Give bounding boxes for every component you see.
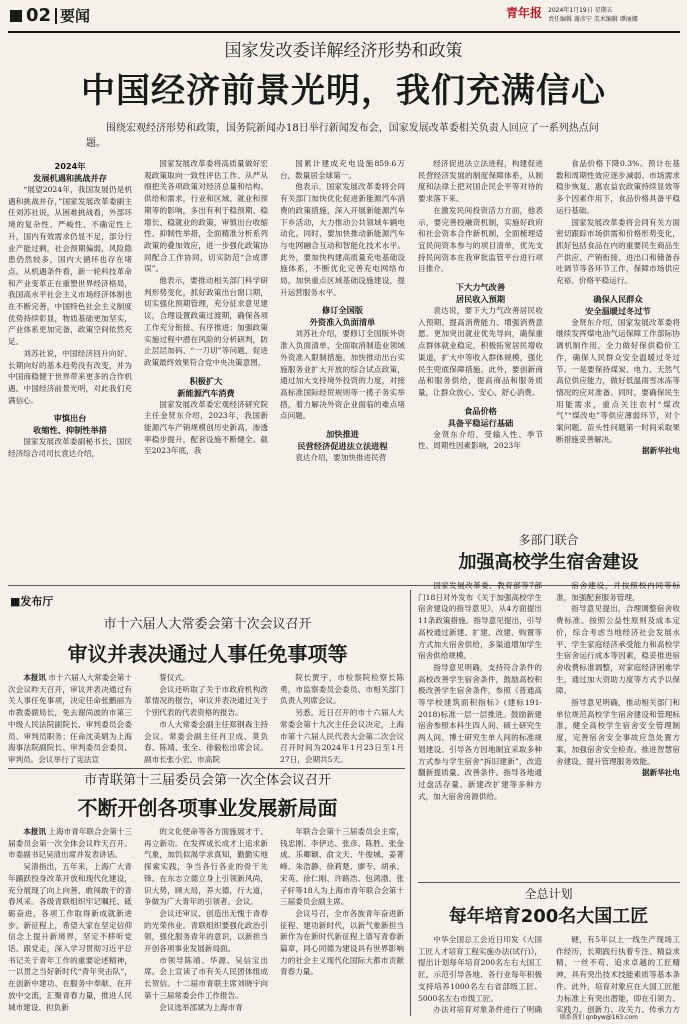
main-col-4	[418, 158, 543, 578]
header-divider-icon	[55, 8, 57, 24]
paragraph: 的文化使命等各方面施展才干、再立新功。在发挥成长成才上追求新气象，加饥似渴学求真知，勤勤实地探索实践，争当各行各业的骨干先锋。在东志立德立身上引领新风尚，识大势，顾大局，养大德，行大道，争做为广大青年的引领者。会议。	[144, 827, 268, 907]
header-square-icon	[10, 10, 22, 22]
story4-headline: 加强高校学生宿舍建设	[458, 552, 639, 573]
paragraph: 院长贾宇，市检察院检察长陈勇，市监察委员会委员、市相关部门负责人列席会议。	[280, 673, 404, 706]
story4-rule	[418, 882, 680, 883]
paragraph: 指导意见明确，推动相关部门和单位规范高校学生宿舍建设和管理标准，健全高校学生宿舍安全管理制度，完善宿舍安全事故应急处置方案，加强宿舍安全检查。推进智慧宿舍建设，提升管理服务效能。	[556, 698, 680, 766]
subheading: 新能源汽车消费	[177, 387, 235, 398]
paragraph: 会议选举邵斌为上海市青	[159, 1002, 243, 1012]
paragraph: 指导意见提出，合理调整宿舍收费标准。按照公益性原则及成本定价，综合考虑当地经济社会发展水平、学生家庭经济承受能力和高校学生宿舍运行成本等因素，稳妥推进宿舍收费标准调整，对家庭经济困难学生，通过加大资助力度等方式予以保障。	[556, 604, 680, 696]
paragraph: 袁达介绍，要加快推进民营	[295, 453, 387, 463]
paragraph: 国累计建成充电设施859.6万台，数量居全球第一。	[280, 159, 405, 180]
paragraph: 在激发民间投资活力方面，他表示，要完善投融资机制，实施好政府和社会资本合作新机制，全面梳理适宜民间资本参与的项目清单，优先支持民间资本在我审批监管平台进行项目推介。	[418, 205, 543, 274]
paragraph: 国家发展改革委副秘书长、国民经济综合司司长袁达介绍，	[8, 437, 132, 459]
newspaper-logo: 青年报	[506, 6, 543, 20]
story3-col-2	[144, 826, 268, 1018]
paragraph: 硬，有5年以上一线生产现场工作经历，长期践行执着专注、精益求精、一丝不苟、追求卓越的工匠精神，具有突出技术技能素质等基本条件。此外，培育对象应在大国工匠能力标准上有突出潜能，即在引领力、实践力、创新力、攻关力、传承力方	[556, 935, 680, 1015]
story2-kicker: 市十六届人大常委会第十次会议召开	[103, 617, 312, 632]
main-col-3	[280, 158, 405, 578]
subheading: 修订全国版	[322, 305, 363, 316]
paragraph: 他表示，要推动相关部门科学研判形势变化，抓好政策出台窗口期，切实强化预期管理，充分征求意见建议，合理设置政策过渡期，确保各项工作充分衔接、有序推进；加强政策实施过程中潜在风险的分析研判，防止层层加码、“一刀切”等问题，促进政策最终效果符合党中央决策意图。	[144, 276, 268, 367]
paragraph: 宿舍建设，并按照校内同等标准，加强配套服务管理。	[556, 581, 680, 602]
paragraph: 他表示，国家发展改革委将会同有关部门加快优化促进新能源汽车消费的政策措施，深入开展新能源汽车下乡活动，大力推动公共领域车辆电动化。同时，要加快推动新能源汽车与电网融合互动和智能化技术水平。此外，要加快构建高质量充电基础设施体系，不断优化完善充电网络布局，加快重点区域基础设施建设，提升运营服务水平。	[280, 182, 405, 297]
subheading: 安全温暖过冬过节	[585, 305, 651, 316]
paragraph: 袁达说，要下大力气改善居民收入预期、提高消费能力、增强消费意愿。更加突出就业优先导向，确保重点群体就业稳定，积极拓宽居民增收渠道，扩大中等收入群体规模，强化民生兜底保障措施。此外，要创新商品和服务供给，提高商品和服务质量，让群众放心、安心、舒心消费。	[418, 306, 543, 397]
subheading: 收缩性、抑制性举措	[33, 425, 107, 436]
page-header	[0, 0, 687, 34]
paragraph: 国家发展改革委将会同有关方面密切跟踪市场供需和价格形势变化，抓好包括食品在内的重要民生商品生产供应、产销衔接、进出口和储备吞吐调节等各环节工作，保障市场供应充裕、价格平稳运行。	[556, 217, 680, 286]
release-label: ■发布厅	[10, 595, 54, 608]
source-credit: 据新华社电	[642, 768, 680, 778]
source-credit: 据新华社电	[642, 446, 680, 456]
paragraph: 金贤东介绍，国家发展改革委将继续发挥煤电油气运保障工作部际协调机制作用，全力做好保供稳价工作，确保人民群众安全温暖过冬过节。一是要保持煤炭、电力、天然气高位供应能力，做好低温雨雪冰冻等情况的应对准备。同时，要确保民生用能需求，重点关注农村“煤改气”“煤改电”等供应薄弱环节，对个案问题、苗头性问题第一时间采取果断措施妥善解决。	[556, 317, 680, 444]
paragraph: 会议还听取了关于市政府机构改革情况的报告，审议并表决通过关于个别代表的代表资格的报告。	[144, 684, 268, 718]
section-name: 要闻	[60, 7, 91, 25]
subheading: 确保人民群众	[593, 293, 643, 304]
story2-rule	[8, 768, 405, 769]
paragraph: 市领导陈靖、华源、吴信宝出席。会上宣读了市有关人民团体组成长贺信。十二届市青联主席刘晓宇向第十三届常委会作工作报告。	[144, 955, 268, 1000]
footer-contact: 联系我们 qnbyw@163.com	[560, 1014, 638, 1021]
subheading: 居民收入预期	[455, 294, 506, 305]
main-kicker: 国家发改委详解经济形势和政策	[224, 41, 463, 61]
issue-editors: 责任编辑 谢彦宁 美术编辑 谭丽娜	[548, 16, 638, 23]
paragraph: 市人大常委会副主任郑钢森主持会议，常委会副主任肖卫成、莫负春、陈靖、张全、徐毅松出席会议。副市长张小宏、市高院	[144, 719, 268, 764]
issue-date: 2024年1月19日 星期五	[548, 7, 613, 14]
paragraph: 金贤东介绍，受输入性、季节性、周期性因素影响，2023年	[418, 429, 543, 451]
story5-headline: 每年培育200名大国工匠	[448, 906, 649, 927]
subheading: 外资准入负面清单	[309, 317, 376, 328]
main-headline: 中国经济前景光明，我们充满信心	[81, 71, 606, 111]
paragraph: 办法对培育对象条件进行了明确	[433, 1005, 542, 1015]
paragraph: 吴清指出，五年来，上海广大青年踊跃投身改革开放和现代化建设，充分展现了向上向善、敢闯敢干的青春风采。各级青联组织牢记嘱托、砥砺奋进，各项工作取得新成就新进步。新征程上，希望大家在坚定信仰信念上提升新境界，坚定不移听党话、跟党走，深入学习贯彻习近平总书记关于青年工作的重要论述精神，一以贯之当好新时代“青年突击队”，在创新中建功、在服务中奉献、在开放中交流，汇聚青春力量，推进人民城市建设、担负新	[8, 862, 132, 1012]
paragraph: 指导意见明确，支持符合条件的高校改善学生宿舍条件，鼓励高校积极改善学生宿舍条件，参照《普通高等学校建筑面积指标》(建标191-2018)标准一层一层推进。鼓励新建宿舍参照本科生四人间、硕士研究生两人间、博士研究生单人间的标准规划建设。引导各方因地制宜采取多种方式参与学生宿舍“拆旧建新”，改造翻新提质量、改善条件。指导各地通过盘活存量、新建改扩建等多种方式，加大宿舍房源供给。	[418, 662, 542, 801]
paragraph: 经济促进法立法进程，构建促进民营经济发展的制度保障体系，从制度和法律上把对国企民企平等对待的要求落下来。	[418, 159, 543, 204]
story2-col-2	[144, 672, 268, 764]
paragraph: 本报讯 上海市青年联合会第十三届委员会第一次全体会议昨天召开。市委副书记吴清出席并发表讲话。	[8, 827, 132, 860]
story2-col-1	[8, 672, 132, 764]
subheading: 积极扩大	[189, 375, 223, 386]
subheading: 民营经济促进法立法进程	[297, 441, 388, 452]
story4-col-2	[556, 580, 680, 880]
paragraph: 本报讯 市十六届人大常委会第十次会议昨天召开，审议并表决通过有关人事任免事项，决定任命张鹏丽为市教委副局长，免去谢尚波的市第三中级人民法院副院长、审判委员会委员、审判员职务；任命沈美娟为上海海事法院副院长、审判委员会委员、审判员。会议举行了宪法宣	[8, 673, 132, 764]
story3-col-1	[8, 826, 132, 1018]
main-lead: 围绕宏观经济形势和政策，国务院新闻办18日举行新闻发布会，国家发展改革委相关负责人回应了一系列热点问题。	[86, 123, 599, 149]
story3-col-3	[280, 826, 404, 1018]
story4-kicker: 多部门联合	[518, 533, 579, 547]
paragraph: 刘苏社说，中国经济回升向好、长期向好的基本趋势没有改变，并为中国商稳健于世界带来更多的合作机遇。中国经济前景光明，对此我们充满信心。	[8, 348, 132, 405]
main-col-1	[8, 160, 132, 578]
paragraph: 誓仪式。	[159, 673, 190, 682]
paragraph: 刘苏社介绍，要修订全国版外资准入负面清单，全面取消制造业领域外资准入限制措施。加快推动出台实施服务业扩大开放的综合试点政策，通过加大支持境外投资的力度，对接高标准国际经贸规则等一揽子务实举措，着力解决外资企业面临的难点堵点问题。	[280, 329, 405, 421]
subheading: 加快推进	[326, 429, 359, 440]
subheading: 下大力气改善	[455, 282, 506, 293]
paragraph: 中华全国总工会近日印发《大国工匠人才培育工程实施办法(试行)》，提出计划每年培育200名左右大国工匠，示范引导各地、各行业每年积极支持培养1000名左右省部级工匠、5000名左右市级工匠。	[418, 935, 542, 1003]
story5-kicker: 全总计划	[524, 887, 573, 901]
paragraph: “展望2024年，我国发展仍是机遇和挑战并存，”国家发展改革委副主任刘苏社说，从困难挑战看，外部环境的复杂性、严峻性、不确定性上升，国内有效需求仍显不足，部分行业产能过剩，社会预期偏弱，风险隐患仍然较多，国内大循环也存在堵点。从机遇条件看，新一轮科技革命和产业变革正在重塑世界经济格局，我国高水平社会主义市场经济体制也在不断完善，中国特色社会主义制度优势持续彰显，物质基础更加坚实，产业体系更加完备，政策空间依然充足。	[8, 185, 132, 347]
paragraph: 国家发展改革委将高质量做好宏观政策取向一致性评估工作。从严从细把关各项政策对经济总量和结构、供给和需求，行业和区域、就业和预期等的影响，多出有利于稳预期、稳增长、稳就业的政策，审慎出台收缩性、抑制性举措，全面精准分析系列政策的叠加效应，进一步强化政策协同配合工作协同，切实防范“合成谬误”。	[144, 159, 268, 274]
story5-col-1	[418, 934, 542, 1016]
paragraph: 会议号召，全市各族青年奋进新征程、建功新时代，以新气象新担当新作为在新时代新征程上谱写青春新篇章，同心同德为建设具有世界影响力的社会主义现代化国际大都市贡献青春力量。	[280, 908, 404, 977]
paragraph: 食品价格下降0.3%。预计在基数和周期性效应逐步减弱、市场需求稳步恢复、惠农益农政策持续显效等多个因素作用下，食品价格具备平稳运行基础。	[556, 159, 680, 215]
story2-headline: 审议并表决通过人事任免事项等	[67, 642, 348, 666]
story5-col-2	[556, 934, 680, 1016]
story2-col-3	[280, 672, 404, 764]
paragraph: 会议还审议、创造出无愧于青春的光荣伟业。青联组织要强化政治引领，强化服务青年的意识，以新担当开创各项事业发展新局面。	[144, 908, 268, 954]
subheading: 食品价格	[464, 405, 497, 416]
header-rule	[8, 31, 680, 33]
subheading: 审慎出台	[53, 413, 87, 424]
main-col-2	[144, 158, 268, 578]
subheading: 2024年	[54, 161, 86, 171]
paragraph: 国家发展改革委、教育部等7部门18日对外发布《关于加强高校学生宿舍建设的指导意见》，从4方面提出11条政策措施。指导意见提出，引导高校通过新建、扩建、改建、购置等方式加大宿舍供给，多渠道增加学生宿舍供给规模。	[418, 581, 542, 661]
story4-col-1	[418, 580, 542, 880]
subheading: 发展机遇和挑战并存	[33, 173, 107, 183]
paragraph: 另悉，近日召开的市十六届人大常委会第十九次主任会议决定，上海市第十六届人民代表大会第二次会议召开时间为2024年1月23日至1月27日，会期共5天。	[280, 708, 404, 764]
story3-headline: 不断开创各项事业发展新局面	[77, 796, 338, 820]
page-number: 02	[26, 5, 52, 26]
subheading: 具备平稳运行基础	[447, 417, 514, 428]
paragraph: 年联合会第十三届委员会主席，钱忠刚、李伊达、张彦、陈胜、张金成、乐卿颖、俞文天、牛俊城、姜菁峰、朱浩静、徐莉楚、廖专、胡承、宋英、徐仁刚、许路浩、包鸿渤、张子轩等18人为上海市青年联合会第十三届委员会副主席。	[280, 827, 404, 907]
column-divider	[410, 590, 411, 1016]
main-col-5	[556, 158, 680, 583]
paragraph: 国家发展改革委宏观经济研究院主任金贤东介绍，2023年，我国新能源汽车产销规模创历史新高，渗透率稳步提升，配套设施不断健全。截至2023年底，我	[144, 399, 268, 456]
story3-kicker: 市青联第十三届委员会第一次全体会议召开	[83, 773, 331, 788]
